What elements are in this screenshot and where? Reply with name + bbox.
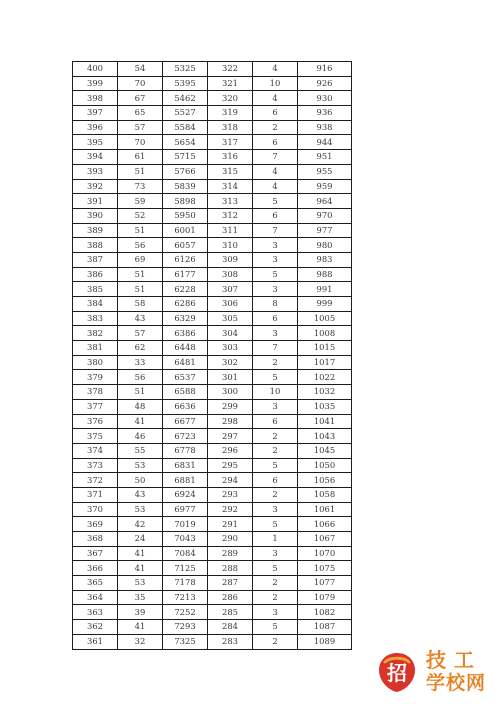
zhao-logo-icon: [377, 650, 417, 694]
table-cell: 7213: [163, 590, 208, 605]
table-cell: 5950: [163, 208, 208, 223]
table-cell: 930: [298, 91, 352, 106]
table-cell: 300: [208, 385, 253, 400]
table-cell: 387: [73, 252, 118, 267]
table-cell: 10: [253, 385, 298, 400]
table-cell: 7084: [163, 546, 208, 561]
table-row: [73, 238, 352, 253]
table-cell: 1022: [298, 370, 352, 385]
table-cell: 46: [118, 429, 163, 444]
table-cell: 392: [73, 179, 118, 194]
table-row: [73, 267, 352, 282]
table-row: [73, 502, 352, 517]
table-cell: 5527: [163, 106, 208, 121]
table-cell: 1075: [298, 561, 352, 576]
table-cell: 384: [73, 297, 118, 312]
table-cell: 53: [118, 502, 163, 517]
table-cell: 285: [208, 605, 253, 620]
table-cell: 1077: [298, 576, 352, 591]
table-cell: 6831: [163, 458, 208, 473]
table-cell: 3: [253, 238, 298, 253]
logo-char: 招: [387, 661, 407, 685]
table-cell: 302: [208, 355, 253, 370]
table-cell: 1067: [298, 532, 352, 547]
table-row: [73, 76, 352, 91]
table-cell: 362: [73, 620, 118, 635]
table-cell: 999: [298, 297, 352, 312]
table-cell: 322: [208, 62, 253, 77]
table-cell: 6723: [163, 429, 208, 444]
table-row: [73, 120, 352, 135]
table-cell: 3: [253, 605, 298, 620]
table-cell: 5839: [163, 179, 208, 194]
table-cell: 393: [73, 164, 118, 179]
table-cell: 374: [73, 443, 118, 458]
table-cell: 6448: [163, 341, 208, 356]
table-cell: 5: [253, 561, 298, 576]
table-cell: 368: [73, 532, 118, 547]
table-cell: 5: [253, 458, 298, 473]
table-cell: 7019: [163, 517, 208, 532]
table-cell: 6: [253, 414, 298, 429]
table-cell: 1070: [298, 546, 352, 561]
table-row: [73, 620, 352, 635]
table-cell: 293: [208, 487, 253, 502]
table-cell: 371: [73, 487, 118, 502]
table-cell: 970: [298, 208, 352, 223]
table-cell: 5: [253, 194, 298, 209]
table-row: [73, 252, 352, 267]
table-cell: 5: [253, 620, 298, 635]
table-cell: 1089: [298, 634, 352, 649]
table-cell: 6881: [163, 473, 208, 488]
table-cell: 4: [253, 179, 298, 194]
table-cell: 51: [118, 164, 163, 179]
table-cell: 57: [118, 326, 163, 341]
table-cell: 1061: [298, 502, 352, 517]
table-cell: 1032: [298, 385, 352, 400]
table-cell: 988: [298, 267, 352, 282]
table-row: [73, 208, 352, 223]
table-cell: 1015: [298, 341, 352, 356]
table-cell: 2: [253, 634, 298, 649]
table-row: [73, 443, 352, 458]
table-cell: 2: [253, 590, 298, 605]
table-cell: 7: [253, 341, 298, 356]
table-cell: 62: [118, 341, 163, 356]
table-cell: 2: [253, 120, 298, 135]
table-cell: 43: [118, 311, 163, 326]
table-cell: 296: [208, 443, 253, 458]
table-cell: 1035: [298, 399, 352, 414]
table-cell: 2: [253, 576, 298, 591]
table-row: [73, 605, 352, 620]
table-cell: 319: [208, 106, 253, 121]
table-cell: 73: [118, 179, 163, 194]
table-cell: 288: [208, 561, 253, 576]
table-cell: 42: [118, 517, 163, 532]
table-cell: 6636: [163, 399, 208, 414]
table-cell: 5654: [163, 135, 208, 150]
table-cell: 292: [208, 502, 253, 517]
table-cell: 303: [208, 341, 253, 356]
table-cell: 366: [73, 561, 118, 576]
table-cell: 304: [208, 326, 253, 341]
score-table: [72, 61, 352, 650]
table-cell: 6924: [163, 487, 208, 502]
table-cell: 301: [208, 370, 253, 385]
table-cell: 70: [118, 76, 163, 91]
table-cell: 944: [298, 135, 352, 150]
table-cell: 58: [118, 297, 163, 312]
table-cell: 290: [208, 532, 253, 547]
table-row: [73, 576, 352, 591]
table-cell: 5: [253, 370, 298, 385]
table-cell: 289: [208, 546, 253, 561]
table-cell: 53: [118, 458, 163, 473]
table-cell: 5715: [163, 150, 208, 165]
table-row: [73, 91, 352, 106]
table-cell: 305: [208, 311, 253, 326]
table-row: [73, 458, 352, 473]
table-cell: 53: [118, 576, 163, 591]
table-cell: 41: [118, 414, 163, 429]
table-cell: 313: [208, 194, 253, 209]
table-cell: 286: [208, 590, 253, 605]
table-cell: 35: [118, 590, 163, 605]
table-cell: 926: [298, 76, 352, 91]
table-row: [73, 385, 352, 400]
table-cell: 318: [208, 120, 253, 135]
table-cell: 10: [253, 76, 298, 91]
table-cell: 5584: [163, 120, 208, 135]
table-cell: 369: [73, 517, 118, 532]
table-cell: 7: [253, 223, 298, 238]
table-cell: 6286: [163, 297, 208, 312]
table-cell: 7: [253, 150, 298, 165]
table-cell: 1005: [298, 311, 352, 326]
table-cell: 315: [208, 164, 253, 179]
table-cell: 5766: [163, 164, 208, 179]
table-cell: 375: [73, 429, 118, 444]
table-cell: 365: [73, 576, 118, 591]
table-cell: 1: [253, 532, 298, 547]
table-cell: 6126: [163, 252, 208, 267]
table-cell: 287: [208, 576, 253, 591]
table-cell: 309: [208, 252, 253, 267]
table-cell: 316: [208, 150, 253, 165]
table-cell: 5: [253, 517, 298, 532]
table-cell: 52: [118, 208, 163, 223]
table-cell: 7293: [163, 620, 208, 635]
table-cell: 991: [298, 282, 352, 297]
table-row: [73, 150, 352, 165]
table-cell: 363: [73, 605, 118, 620]
table-cell: 321: [208, 76, 253, 91]
table-cell: 5: [253, 267, 298, 282]
table-cell: 388: [73, 238, 118, 253]
table-row: [73, 223, 352, 238]
table-cell: 41: [118, 561, 163, 576]
table-row: [73, 326, 352, 341]
table-cell: 1045: [298, 443, 352, 458]
table-cell: 980: [298, 238, 352, 253]
table-cell: 394: [73, 150, 118, 165]
table-cell: 48: [118, 399, 163, 414]
watermark-line-1: 技工: [426, 648, 482, 672]
table-cell: 6329: [163, 311, 208, 326]
table-cell: 400: [73, 62, 118, 77]
table-row: [73, 532, 352, 547]
table-cell: 951: [298, 150, 352, 165]
table-cell: 5395: [163, 76, 208, 91]
table-cell: 2: [253, 355, 298, 370]
table-row: [73, 311, 352, 326]
table-cell: 70: [118, 135, 163, 150]
table-cell: 39: [118, 605, 163, 620]
table-cell: 310: [208, 238, 253, 253]
table-cell: 51: [118, 223, 163, 238]
table-cell: 56: [118, 238, 163, 253]
table-cell: 6386: [163, 326, 208, 341]
table-cell: 51: [118, 282, 163, 297]
table-cell: 385: [73, 282, 118, 297]
table-cell: 33: [118, 355, 163, 370]
table-cell: 389: [73, 223, 118, 238]
table-cell: 386: [73, 267, 118, 282]
table-row: [73, 634, 352, 649]
table-row: [73, 487, 352, 502]
table-cell: 65: [118, 106, 163, 121]
table-cell: 938: [298, 120, 352, 135]
table-cell: 2: [253, 429, 298, 444]
table-cell: 6: [253, 311, 298, 326]
table-cell: 6228: [163, 282, 208, 297]
table-cell: 6: [253, 106, 298, 121]
table-cell: 69: [118, 252, 163, 267]
table-cell: 383: [73, 311, 118, 326]
table-cell: 4: [253, 164, 298, 179]
table-cell: 377: [73, 399, 118, 414]
table-cell: 317: [208, 135, 253, 150]
table-cell: 320: [208, 91, 253, 106]
table-cell: 1043: [298, 429, 352, 444]
table-cell: 312: [208, 208, 253, 223]
table-cell: 67: [118, 91, 163, 106]
table-cell: 7178: [163, 576, 208, 591]
table-cell: 382: [73, 326, 118, 341]
table-row: [73, 62, 352, 77]
table-row: [73, 135, 352, 150]
table-cell: 399: [73, 76, 118, 91]
table-cell: 6001: [163, 223, 208, 238]
table-cell: 6778: [163, 443, 208, 458]
table-cell: 6588: [163, 385, 208, 400]
table-cell: 294: [208, 473, 253, 488]
table-cell: 291: [208, 517, 253, 532]
table-row: [73, 561, 352, 576]
table-cell: 390: [73, 208, 118, 223]
table-cell: 378: [73, 385, 118, 400]
table-cell: 6: [253, 208, 298, 223]
table-cell: 367: [73, 546, 118, 561]
table-cell: 3: [253, 326, 298, 341]
table-cell: 6177: [163, 267, 208, 282]
table-cell: 3: [253, 399, 298, 414]
table-cell: 307: [208, 282, 253, 297]
table-cell: 1017: [298, 355, 352, 370]
table-cell: 4: [253, 91, 298, 106]
table-row: [73, 106, 352, 121]
table-cell: 1050: [298, 458, 352, 473]
table-row: [73, 282, 352, 297]
table-cell: 977: [298, 223, 352, 238]
table-cell: 311: [208, 223, 253, 238]
table-cell: 3: [253, 502, 298, 517]
table-cell: 306: [208, 297, 253, 312]
table-cell: 41: [118, 546, 163, 561]
table-cell: 59: [118, 194, 163, 209]
table-cell: 373: [73, 458, 118, 473]
table-cell: 372: [73, 473, 118, 488]
table-cell: 41: [118, 620, 163, 635]
table-cell: 5462: [163, 91, 208, 106]
table-row: [73, 355, 352, 370]
table-row: [73, 370, 352, 385]
table-cell: 61: [118, 150, 163, 165]
table-cell: 7043: [163, 532, 208, 547]
table-cell: 955: [298, 164, 352, 179]
table-row: [73, 297, 352, 312]
table-cell: 283: [208, 634, 253, 649]
table-cell: 395: [73, 135, 118, 150]
table-cell: 5325: [163, 62, 208, 77]
table-cell: 51: [118, 385, 163, 400]
table-cell: 964: [298, 194, 352, 209]
table-row: [73, 546, 352, 561]
table-cell: 284: [208, 620, 253, 635]
table-row: [73, 590, 352, 605]
table-cell: 6537: [163, 370, 208, 385]
table-cell: 1058: [298, 487, 352, 502]
table-body: [73, 62, 352, 650]
table-cell: 298: [208, 414, 253, 429]
table-cell: 1056: [298, 473, 352, 488]
table-cell: 56: [118, 370, 163, 385]
table-cell: 6: [253, 135, 298, 150]
table-row: [73, 473, 352, 488]
table-cell: 3: [253, 282, 298, 297]
table-cell: 959: [298, 179, 352, 194]
table-cell: 983: [298, 252, 352, 267]
table-cell: 295: [208, 458, 253, 473]
table-cell: 3: [253, 252, 298, 267]
table-cell: 2: [253, 487, 298, 502]
table-cell: 54: [118, 62, 163, 77]
table-cell: 57: [118, 120, 163, 135]
table-cell: 6: [253, 473, 298, 488]
table-cell: 361: [73, 634, 118, 649]
table-row: [73, 179, 352, 194]
table-row: [73, 429, 352, 444]
table-cell: 32: [118, 634, 163, 649]
table-cell: 299: [208, 399, 253, 414]
table-cell: 376: [73, 414, 118, 429]
site-watermark: [374, 648, 494, 700]
table-cell: 4: [253, 62, 298, 77]
table-cell: 308: [208, 267, 253, 282]
table-cell: 1079: [298, 590, 352, 605]
table-cell: 380: [73, 355, 118, 370]
table-cell: 1082: [298, 605, 352, 620]
table-cell: 55: [118, 443, 163, 458]
table-cell: 381: [73, 341, 118, 356]
table-cell: 7252: [163, 605, 208, 620]
table-cell: 391: [73, 194, 118, 209]
table-row: [73, 399, 352, 414]
table-cell: 379: [73, 370, 118, 385]
table-cell: 2: [253, 443, 298, 458]
watermark-line-2: 学校网: [426, 672, 487, 694]
table-cell: 916: [298, 62, 352, 77]
table-cell: 1041: [298, 414, 352, 429]
table-cell: 6057: [163, 238, 208, 253]
table-row: [73, 517, 352, 532]
table-cell: 43: [118, 487, 163, 502]
table-cell: 1087: [298, 620, 352, 635]
table-cell: 51: [118, 267, 163, 282]
table-cell: 398: [73, 91, 118, 106]
table-cell: 6677: [163, 414, 208, 429]
table-cell: 5898: [163, 194, 208, 209]
table-cell: 50: [118, 473, 163, 488]
table-cell: 8: [253, 297, 298, 312]
table-cell: 7125: [163, 561, 208, 576]
table-cell: 314: [208, 179, 253, 194]
table-cell: 936: [298, 106, 352, 121]
table-cell: 364: [73, 590, 118, 605]
table-cell: 24: [118, 532, 163, 547]
table-cell: 1008: [298, 326, 352, 341]
table-cell: 370: [73, 502, 118, 517]
table-row: [73, 414, 352, 429]
table-row: [73, 341, 352, 356]
table-row: [73, 164, 352, 179]
table-cell: 6977: [163, 502, 208, 517]
table-row: [73, 194, 352, 209]
table-cell: 397: [73, 106, 118, 121]
table-cell: 6481: [163, 355, 208, 370]
table-cell: 7325: [163, 634, 208, 649]
table-cell: 396: [73, 120, 118, 135]
table-cell: 3: [253, 546, 298, 561]
table-cell: 1066: [298, 517, 352, 532]
table-cell: 297: [208, 429, 253, 444]
